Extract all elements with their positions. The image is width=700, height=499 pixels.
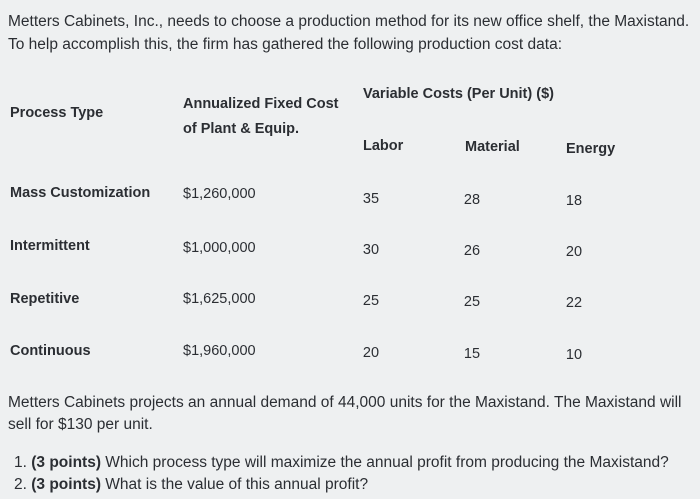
intro-paragraph: Metters Cabinets, Inc., needs to choose a production method for its new office shelf, the Maxistand. To help accomplish this, the firm has gathered the following production cost data: (8, 13, 690, 53)
header-fixed-cost-line1: Annualized Fixed Cost (183, 96, 339, 112)
question-number: 1. (14, 454, 27, 471)
demand-paragraph: Metters Cabinets projects an annual demand of 44,000 units for the Maxistand. The Maxistand will sell for $130 per unit. (8, 394, 682, 433)
row-fixed-cost: $1,960,000 (183, 343, 256, 359)
question-points: (3 points) (31, 454, 101, 471)
row-process-label: Continuous (10, 343, 91, 359)
row-energy-cost: 20 (565, 244, 583, 260)
question-item (14, 452, 698, 474)
row-fixed-cost: $1,260,000 (183, 186, 256, 202)
header-labor: Labor (363, 138, 404, 154)
header-energy: Energy (566, 141, 616, 157)
row-process-label: Repetitive (10, 291, 80, 307)
question-item (14, 474, 698, 496)
question-text: What is the value of this annual profit? (101, 476, 369, 493)
row-fixed-cost: $1,625,000 (183, 291, 256, 307)
question-text: Which process type will maximize the annual profit from producing the Maxistand? (101, 454, 669, 471)
header-fixed-cost-line2: of Plant & Equip. (183, 121, 299, 137)
row-labor-cost: 20 (362, 345, 380, 361)
question-number: 2. (14, 476, 27, 493)
row-material-cost: 28 (463, 192, 481, 208)
header-process-type: Process Type (10, 105, 104, 121)
row-labor-cost: 35 (362, 191, 380, 207)
row-fixed-cost: $1,000,000 (183, 240, 256, 256)
question-list (14, 452, 698, 496)
row-process-label: Intermittent (10, 238, 90, 254)
row-material-cost: 25 (463, 294, 481, 310)
header-variable-costs: Variable Costs (Per Unit) ($) (363, 86, 554, 102)
row-energy-cost: 18 (565, 193, 583, 209)
row-material-cost: 15 (463, 346, 481, 362)
row-process-label: Mass Customization (10, 185, 151, 201)
row-energy-cost: 10 (565, 347, 583, 363)
header-material: Material (465, 139, 520, 155)
row-labor-cost: 25 (362, 293, 380, 309)
row-material-cost: 26 (463, 243, 481, 259)
row-labor-cost: 30 (362, 242, 380, 258)
question-points: (3 points) (31, 476, 101, 493)
row-energy-cost: 22 (565, 295, 583, 311)
